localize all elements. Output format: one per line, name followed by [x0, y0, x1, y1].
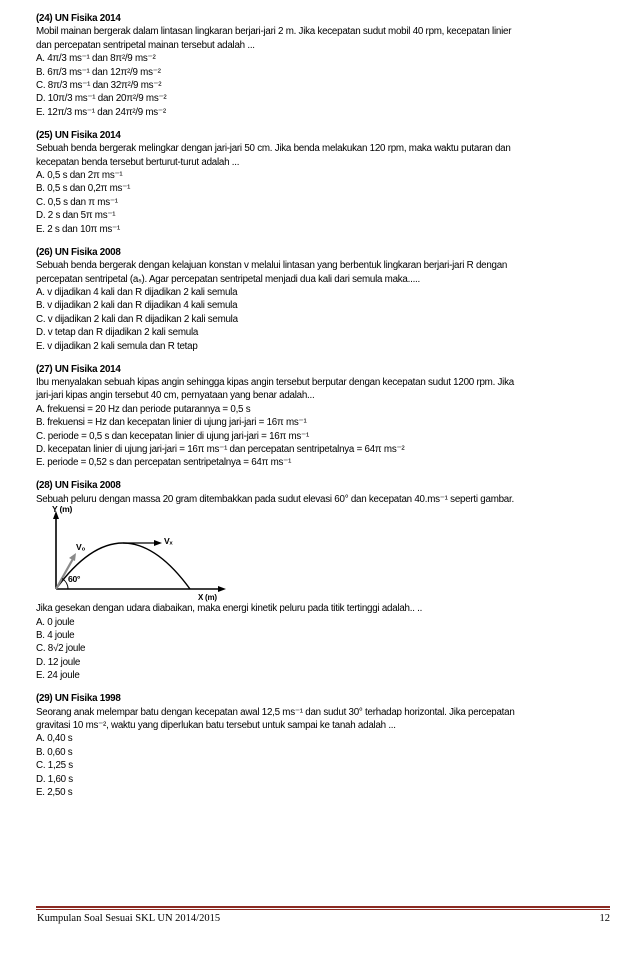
option-a: A. 0,40 s — [36, 733, 73, 745]
x-axis-label: X (m) — [198, 593, 217, 603]
question-text-line: dan percepatan sentripetal mainan tersebut adalah ... — [36, 39, 255, 51]
question-text-line: Seorang anak melempar batu dengan kecepatan awal 12,5 ms⁻¹ dan sudut 30° terhadap horizontal. Jika percepatan — [36, 706, 515, 718]
option-d: D. kecepatan linier di ujung jari-jari = 16π ms⁻¹ dan percepatan sentripetalnya = 64π ms⁻² — [36, 443, 405, 455]
option-a: A. 0,5 s dan 2π ms⁻¹ — [36, 170, 123, 182]
option-d: D. v tetap dan R dijadikan 2 kali semula — [36, 327, 199, 339]
footer-divider-thin — [36, 909, 610, 910]
option-b: B. 4 joule — [36, 630, 75, 641]
option-a: A. 4π/3 ms⁻¹ dan 8π²/9 ms⁻² — [36, 53, 156, 65]
option-d: D. 10π/3 ms⁻¹ dan 20π²/9 ms⁻² — [36, 93, 167, 105]
option-b: B. 0,5 s dan 0,2π ms⁻¹ — [36, 183, 131, 195]
question-title: (25) UN Fisika 2014 — [36, 129, 121, 141]
page-number: 12 — [599, 913, 610, 924]
question-text-line: gravitasi 10 ms⁻², waktu yang diperlukan batu tersebut untuk sampai ke tanah adalah ... — [36, 720, 396, 732]
option-e: E. 12π/3 ms⁻¹ dan 24π²/9 ms⁻² — [36, 106, 166, 118]
question-title: (24) UN Fisika 2014 — [36, 13, 121, 24]
projectile-figure — [38, 504, 238, 603]
option-c: C. 0,5 s dan π ms⁻¹ — [36, 196, 118, 208]
option-d: D. 2 s dan 5π ms⁻¹ — [36, 210, 116, 222]
option-e: E. 24 joule — [36, 670, 80, 682]
vx-label: Vₓ — [164, 536, 173, 547]
question-text-line: Sebuah benda bergerak melingkar dengan jari-jari 50 cm. Jika benda melakukan 120 rpm, maka waktu putaran dan — [36, 143, 511, 155]
footer-title: Kumpulan Soal Sesuai SKL UN 2014/2015 — [37, 913, 221, 924]
option-c: C. 8π/3 ms⁻¹ dan 32π²/9 ms⁻² — [36, 80, 162, 92]
question-list — [36, 12, 610, 809]
question-text-line: jari-jari kipas angin tersebut 40 cm, pernyataan yang benar adalah... — [36, 390, 315, 402]
option-b: B. 6π/3 ms⁻¹ dan 12π²/9 ms⁻² — [36, 66, 161, 78]
question-title: (29) UN Fisika 1998 — [36, 693, 121, 705]
footer-divider — [36, 906, 610, 908]
option-e: E. 2 s dan 10π ms⁻¹ — [36, 223, 120, 235]
option-a: A. v dijadikan 4 kali dan R dijadikan 2 kali semula — [36, 286, 238, 298]
option-a: A. 0 joule — [36, 616, 75, 628]
option-e: E. periode = 0,52 s dan percepatan sentripetalnya = 64π ms⁻¹ — [36, 457, 292, 469]
question-24 — [36, 12, 610, 119]
option-c: C. 8√2 joule — [36, 643, 86, 655]
vx-arrow-icon — [154, 540, 162, 546]
question-26 — [36, 246, 610, 353]
option-c: C. periode = 0,5 s dan kecepatan linier di ujung jari-jari = 16π ms⁻¹ — [36, 430, 309, 442]
question-28 — [36, 479, 610, 682]
option-b: B. v dijadikan 2 kali dan R dijadikan 4 kali semula — [36, 300, 238, 312]
question-text-line: Ibu menyalakan sebuah kipas angin sehingga kipas angin tersebut berputar dengan kecepatan sudut 1200 rpm. Jika — [36, 376, 514, 388]
question-text-line: kecepatan benda tersebut berturut-turut adalah ... — [36, 156, 240, 168]
question-25 — [36, 129, 610, 236]
question-27 — [36, 363, 610, 470]
option-c: C. v dijadikan 2 kali dan R dijadikan 2 kali semula — [36, 313, 238, 325]
angle-label: 60° — [68, 574, 81, 585]
y-axis-label: Y (m) — [52, 504, 73, 515]
option-b: B. frekuensi = Hz dan kecepatan linier di ujung jari-jari = 16π ms⁻¹ — [36, 417, 307, 429]
question-text-line: Mobil mainan bergerak dalam lintasan lingkaran berjari-jari 2 m. Jika kecepatan sudut mobil 40 rpm, kecepatan linier — [36, 26, 512, 38]
question-text-line: Sebuah peluru dengan massa 20 gram ditembakkan pada sudut elevasi 60° dan kecepatan 40.ms⁻¹ seperti gambar. — [36, 493, 514, 505]
question-title: (28) UN Fisika 2008 — [36, 480, 121, 492]
option-e: E. v dijadikan 2 kali semula dan R tetap — [36, 340, 198, 352]
option-e: E. 2,50 s — [36, 787, 73, 799]
option-b: B. 0,60 s — [36, 746, 73, 758]
option-d: D. 1,60 s — [36, 773, 73, 785]
option-d: D. 12 joule — [36, 656, 81, 668]
question-title: (26) UN Fisika 2008 — [36, 246, 121, 258]
option-a: A. frekuensi = 20 Hz dan periode putarannya = 0,5 s — [36, 403, 251, 415]
option-c: C. 1,25 s — [36, 760, 73, 772]
question-text-line: Jika gesekan dengan udara diabaikan, maka energi kinetik peluru pada titik tertinggi adalah.. .. — [36, 603, 423, 615]
x-axis-arrow-icon — [218, 586, 226, 592]
question-text-line: percepatan sentripetal (aₛ). Agar percepatan sentripetal menjadi dua kali dari semula maka..... — [36, 273, 420, 285]
question-29 — [36, 692, 610, 799]
v0-label: V₀ — [76, 542, 86, 553]
question-text-line: Sebuah benda bergerak dengan kelajuan konstan v melalui lintasan yang berbentuk lingkaran berjari-jari R dengan — [36, 260, 508, 272]
question-title: (27) UN Fisika 2014 — [36, 363, 121, 375]
